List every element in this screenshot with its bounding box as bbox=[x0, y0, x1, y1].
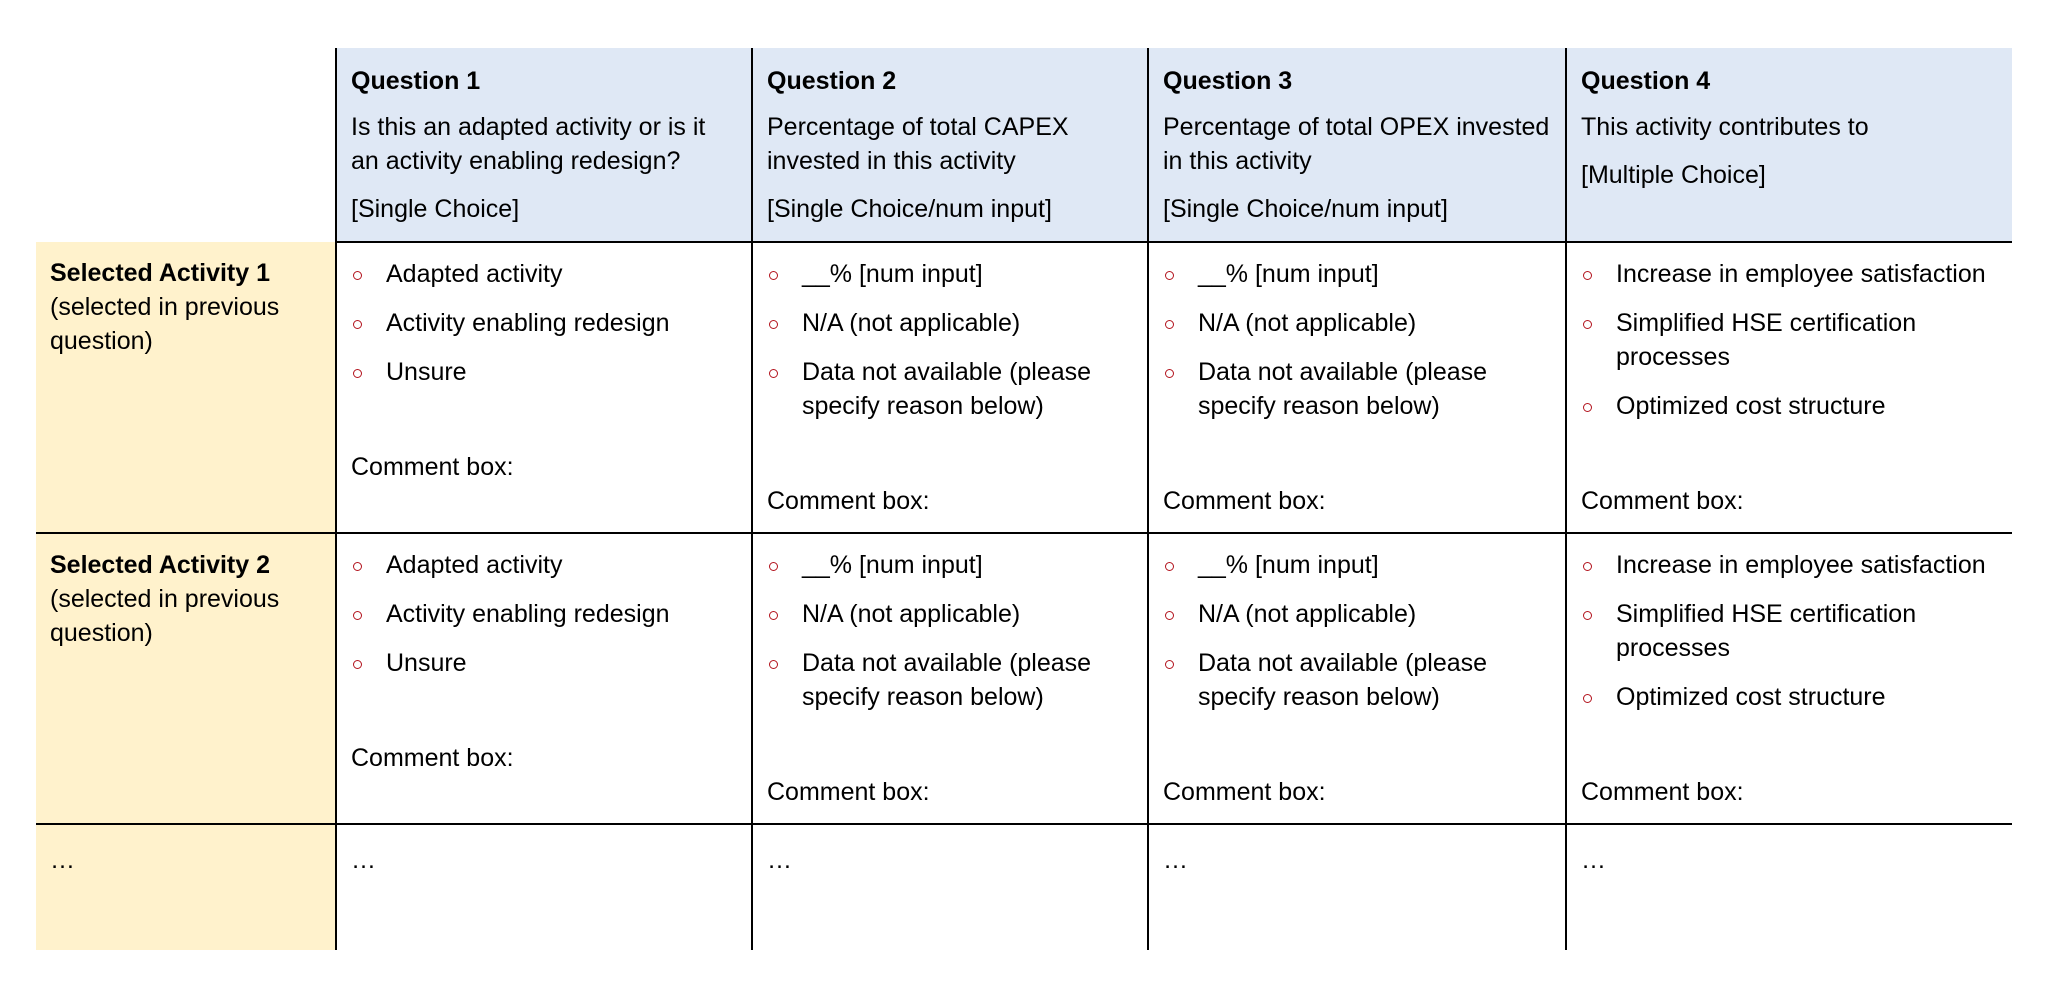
option-label: __% [num input] bbox=[802, 260, 983, 288]
option-list bbox=[351, 257, 737, 389]
option-circle-icon[interactable] bbox=[1583, 611, 1592, 620]
question-description: This activity contributes to bbox=[1581, 113, 1869, 141]
radio-circle-icon[interactable] bbox=[1165, 271, 1174, 280]
radio-option[interactable] bbox=[351, 597, 737, 631]
answer-cell-q2 bbox=[752, 533, 1148, 824]
option-label: __% [num input] bbox=[1198, 260, 1379, 288]
question-title: Question 3 bbox=[1163, 67, 1293, 95]
option-circle-icon[interactable] bbox=[1583, 403, 1592, 412]
radio-option[interactable] bbox=[1163, 548, 1551, 582]
radio-option[interactable] bbox=[351, 355, 737, 389]
option-label: Data not available (please specify reason below) bbox=[802, 358, 1092, 420]
radio-circle-icon[interactable] bbox=[353, 320, 362, 329]
checkbox-option[interactable] bbox=[1581, 257, 1998, 291]
question-type: [Single Choice/num input] bbox=[767, 195, 1052, 223]
checkbox-option[interactable] bbox=[1581, 548, 1998, 582]
radio-option[interactable] bbox=[351, 548, 737, 582]
option-label: N/A (not applicable) bbox=[802, 309, 1021, 337]
option-circle-icon[interactable] bbox=[1583, 320, 1592, 329]
radio-circle-icon[interactable] bbox=[1165, 562, 1174, 571]
radio-circle-icon[interactable] bbox=[769, 271, 778, 280]
option-list bbox=[1581, 548, 1998, 714]
option-label: Data not available (please specify reason below) bbox=[1198, 358, 1488, 420]
radio-option[interactable] bbox=[351, 257, 737, 291]
question-2-header bbox=[752, 48, 1148, 242]
option-label: Simplified HSE certification processes bbox=[1616, 309, 1917, 371]
activity-row-1 bbox=[36, 242, 2012, 533]
radio-option[interactable] bbox=[767, 306, 1133, 340]
comment-box-label[interactable]: Comment box: bbox=[1581, 487, 1744, 515]
option-label: N/A (not applicable) bbox=[1198, 600, 1417, 628]
option-label: Optimized cost structure bbox=[1616, 683, 1886, 711]
radio-option[interactable] bbox=[767, 257, 1133, 291]
radio-circle-icon[interactable] bbox=[353, 562, 362, 571]
question-4-header bbox=[1566, 48, 2012, 242]
radio-circle-icon[interactable] bbox=[353, 660, 362, 669]
radio-circle-icon[interactable] bbox=[1165, 320, 1174, 329]
checkbox-option[interactable] bbox=[1581, 306, 1998, 374]
answer-cell-q1 bbox=[336, 533, 752, 824]
checkbox-option[interactable] bbox=[1581, 389, 1998, 423]
radio-option[interactable] bbox=[767, 646, 1133, 714]
question-title: Question 4 bbox=[1581, 67, 1711, 95]
radio-circle-icon[interactable] bbox=[353, 271, 362, 280]
option-label: Adapted activity bbox=[386, 260, 563, 288]
question-title: Question 1 bbox=[351, 67, 481, 95]
option-list bbox=[1581, 257, 1998, 423]
radio-option[interactable] bbox=[767, 548, 1133, 582]
radio-option[interactable] bbox=[1163, 257, 1551, 291]
activity-title: Selected Activity 1 bbox=[50, 259, 271, 287]
answer-cell-q1 bbox=[336, 242, 752, 533]
radio-circle-icon[interactable] bbox=[769, 611, 778, 620]
radio-circle-icon[interactable] bbox=[1165, 611, 1174, 620]
ellipsis: … bbox=[1581, 846, 1606, 874]
activity-title: Selected Activity 2 bbox=[50, 551, 271, 579]
radio-option[interactable] bbox=[351, 306, 737, 340]
continuation-cell-q3 bbox=[1148, 824, 1566, 950]
option-label: Optimized cost structure bbox=[1616, 392, 1886, 420]
option-list bbox=[767, 548, 1133, 714]
radio-circle-icon[interactable] bbox=[1165, 369, 1174, 378]
ellipsis: … bbox=[1163, 846, 1188, 874]
radio-circle-icon[interactable] bbox=[353, 369, 362, 378]
radio-circle-icon[interactable] bbox=[353, 611, 362, 620]
question-description: Is this an adapted activity or is it an activity enabling redesign? bbox=[351, 113, 706, 175]
option-label: __% [num input] bbox=[1198, 551, 1379, 579]
comment-box-label[interactable]: Comment box: bbox=[351, 453, 514, 481]
question-type: [Single Choice/num input] bbox=[1163, 195, 1448, 223]
radio-circle-icon[interactable] bbox=[1165, 660, 1174, 669]
option-circle-icon[interactable] bbox=[1583, 694, 1592, 703]
comment-box-label[interactable]: Comment box: bbox=[1581, 778, 1744, 806]
option-label: Activity enabling redesign bbox=[386, 309, 670, 337]
option-list bbox=[351, 548, 737, 680]
option-label: Unsure bbox=[386, 649, 467, 677]
option-label: Unsure bbox=[386, 358, 467, 386]
answer-cell-q4 bbox=[1566, 242, 2012, 533]
checkbox-option[interactable] bbox=[1581, 680, 1998, 714]
option-circle-icon[interactable] bbox=[1583, 271, 1592, 280]
continuation-cell-q2 bbox=[752, 824, 1148, 950]
option-label: Increase in employee satisfaction bbox=[1616, 260, 1986, 288]
radio-option[interactable] bbox=[1163, 646, 1551, 714]
radio-option[interactable] bbox=[1163, 597, 1551, 631]
activity-subtitle: (selected in previous question) bbox=[50, 585, 280, 647]
comment-box-label[interactable]: Comment box: bbox=[1163, 778, 1326, 806]
continuation-cell-q4 bbox=[1566, 824, 2012, 950]
checkbox-option[interactable] bbox=[1581, 597, 1998, 665]
radio-option[interactable] bbox=[351, 646, 737, 680]
option-label: Data not available (please specify reason below) bbox=[802, 649, 1092, 711]
survey-question-table bbox=[36, 48, 2012, 950]
radio-option[interactable] bbox=[1163, 306, 1551, 340]
question-description: Percentage of total CAPEX invested in this activity bbox=[767, 113, 1069, 175]
option-list bbox=[767, 257, 1133, 423]
question-title: Question 2 bbox=[767, 67, 897, 95]
radio-option[interactable] bbox=[1163, 355, 1551, 423]
radio-circle-icon[interactable] bbox=[769, 660, 778, 669]
comment-box-label[interactable]: Comment box: bbox=[351, 744, 514, 772]
ellipsis: … bbox=[351, 846, 376, 874]
question-header-row bbox=[36, 48, 2012, 242]
option-label: Increase in employee satisfaction bbox=[1616, 551, 1986, 579]
question-1-header bbox=[336, 48, 752, 242]
activity-subtitle: (selected in previous question) bbox=[50, 293, 280, 355]
empty-corner-cell bbox=[36, 48, 336, 242]
comment-box-label[interactable]: Comment box: bbox=[767, 778, 930, 806]
answer-cell-q4 bbox=[1566, 533, 2012, 824]
answer-cell-q2 bbox=[752, 242, 1148, 533]
option-label: Activity enabling redesign bbox=[386, 600, 670, 628]
radio-circle-icon[interactable] bbox=[769, 369, 778, 378]
option-label: Simplified HSE certification processes bbox=[1616, 600, 1917, 662]
question-type: [Single Choice] bbox=[351, 195, 520, 223]
row-label-more bbox=[36, 824, 336, 950]
option-label: N/A (not applicable) bbox=[802, 600, 1021, 628]
option-list bbox=[1163, 257, 1551, 423]
option-circle-icon[interactable] bbox=[1583, 562, 1592, 571]
comment-box-label[interactable]: Comment box: bbox=[1163, 487, 1326, 515]
answer-cell-q3 bbox=[1148, 533, 1566, 824]
activity-row-2 bbox=[36, 533, 2012, 824]
continuation-cell-q1 bbox=[336, 824, 752, 950]
option-label: Data not available (please specify reason below) bbox=[1198, 649, 1488, 711]
radio-option[interactable] bbox=[767, 597, 1133, 631]
ellipsis: … bbox=[50, 846, 75, 874]
question-description: Percentage of total OPEX invested in this activity bbox=[1163, 113, 1550, 175]
question-type: [Multiple Choice] bbox=[1581, 161, 1766, 189]
radio-circle-icon[interactable] bbox=[769, 320, 778, 329]
option-label: __% [num input] bbox=[802, 551, 983, 579]
radio-option[interactable] bbox=[767, 355, 1133, 423]
answer-cell-q3 bbox=[1148, 242, 1566, 533]
option-list bbox=[1163, 548, 1551, 714]
ellipsis: … bbox=[767, 846, 792, 874]
continuation-row bbox=[36, 824, 2012, 950]
row-label-activity-1 bbox=[36, 242, 336, 533]
radio-circle-icon[interactable] bbox=[769, 562, 778, 571]
option-label: Adapted activity bbox=[386, 551, 563, 579]
comment-box-label[interactable]: Comment box: bbox=[767, 487, 930, 515]
question-3-header bbox=[1148, 48, 1566, 242]
option-label: N/A (not applicable) bbox=[1198, 309, 1417, 337]
row-label-activity-2 bbox=[36, 533, 336, 824]
